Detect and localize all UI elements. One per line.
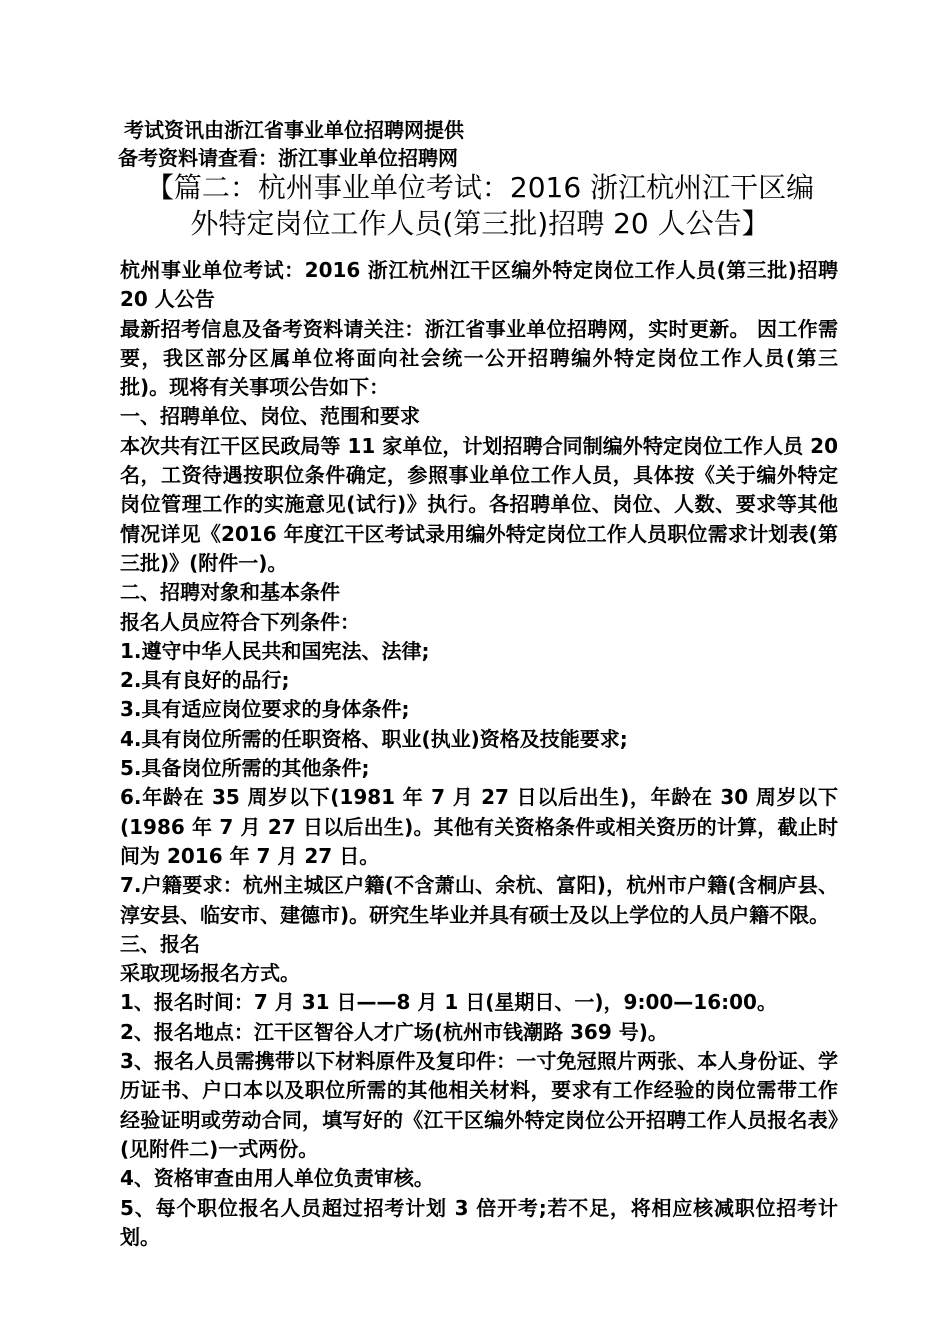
header-source-line: 考试资讯由浙江省事业单位招聘网提供 [124, 118, 464, 142]
registration-item: 1、报名时间：7 月 31 日——8 月 1 日(星期日、一)，9:00—16:00。 [120, 990, 777, 1015]
condition-item: 2.具有良好的品行; [120, 668, 290, 693]
registration-item: 2、报名地点：江干区智谷人才广场(杭州市钱潮路 369 号)。 [120, 1019, 668, 1044]
condition-item: 7.户籍要求：杭州主城区户籍(不含萧山、余杭、富阳)，杭州市户籍(含桐庐县、淳安县、临安市、建德市)。研究生毕业并具有硕士及以上学位的人员户籍不限。 [120, 873, 838, 927]
registration-item: 5、每个职位报名人员超过招考计划 3 倍开考;若不足，将相应核减职位招考计划。 [120, 1195, 838, 1249]
section-heading-3: 三、报名 [120, 931, 200, 956]
registration-item: 3、报名人员需携带以下材料原件及复印件：一寸免冠照片两张、本人身份证、学历证书、户口本以及职位所需的其他相关材料，要求有工作经验的岗位需带工作经验证明或劳动合同，填写好的《江干区编外特定岗位公开招聘工作人员报名表》(见附件二)一式两份。 [120, 1049, 838, 1161]
document-body [116, 256, 838, 1252]
document-title [110, 170, 850, 242]
title-line-1: 【篇二：杭州事业单位考试：2016 浙江杭州江干区编 [145, 171, 815, 204]
conditions-intro: 报名人员应符合下列条件： [120, 609, 360, 634]
condition-item: 4.具有岗位所需的任职资格、职业(执业)资格及技能要求; [120, 726, 628, 751]
section-1-paragraph: 本次共有江干区民政局等 11 家单位，计划招聘合同制编外特定岗位工作人员 20 名，工资待遇按职位条件确定，参照事业单位工作人员，具体按《关于编外特定岗位管理工作的实施意见(试行)》执行。各招聘单位、岗位、人数、要求等其他情况详见《2016 年度江干区考试录用编外特定岗位工作人员职位需求计划表(第三批)》(附件一)。 [120, 433, 838, 575]
header-reference-line: 备考资料请查看：浙江事业单位招聘网 [118, 146, 458, 170]
intro-paragraph: 最新招考信息及备考资料请关注：浙江省事业单位招聘网，实时更新。 因工作需要，我区部分区属单位将面向社会统一公开招聘编外特定岗位工作人员(第三批)。现将有关事项公告如下： [120, 316, 838, 400]
title-line-2: 外特定岗位工作人员(第三批)招聘 20 人公告】 [190, 207, 770, 240]
condition-item: 6.年龄在 35 周岁以下(1981 年 7 月 27 日以后出生)，年龄在 30 周岁以下(1986 年 7 月 27 日以后出生)。其他有关资格条件或相关资历的计算，截止时间为 2016 年 7 月 27 日。 [120, 785, 838, 868]
section-heading-2: 二、招聘对象和基本条件 [120, 580, 340, 605]
registration-item: 4、资格审查由用人单位负责审核。 [120, 1166, 434, 1191]
condition-item: 5.具备岗位所需的其他条件; [120, 756, 370, 781]
condition-item: 3.具有适应岗位要求的身体条件; [120, 697, 410, 722]
announcement-heading: 杭州事业单位考试：2016 浙江杭州江干区编外特定岗位工作人员(第三批)招聘 20 人公告 [120, 258, 838, 312]
section-heading-1: 一、招聘单位、岗位、范围和要求 [120, 404, 420, 429]
registration-method: 采取现场报名方式。 [120, 961, 300, 986]
condition-item: 1.遵守中华人民共和国宪法、法律; [120, 638, 430, 663]
